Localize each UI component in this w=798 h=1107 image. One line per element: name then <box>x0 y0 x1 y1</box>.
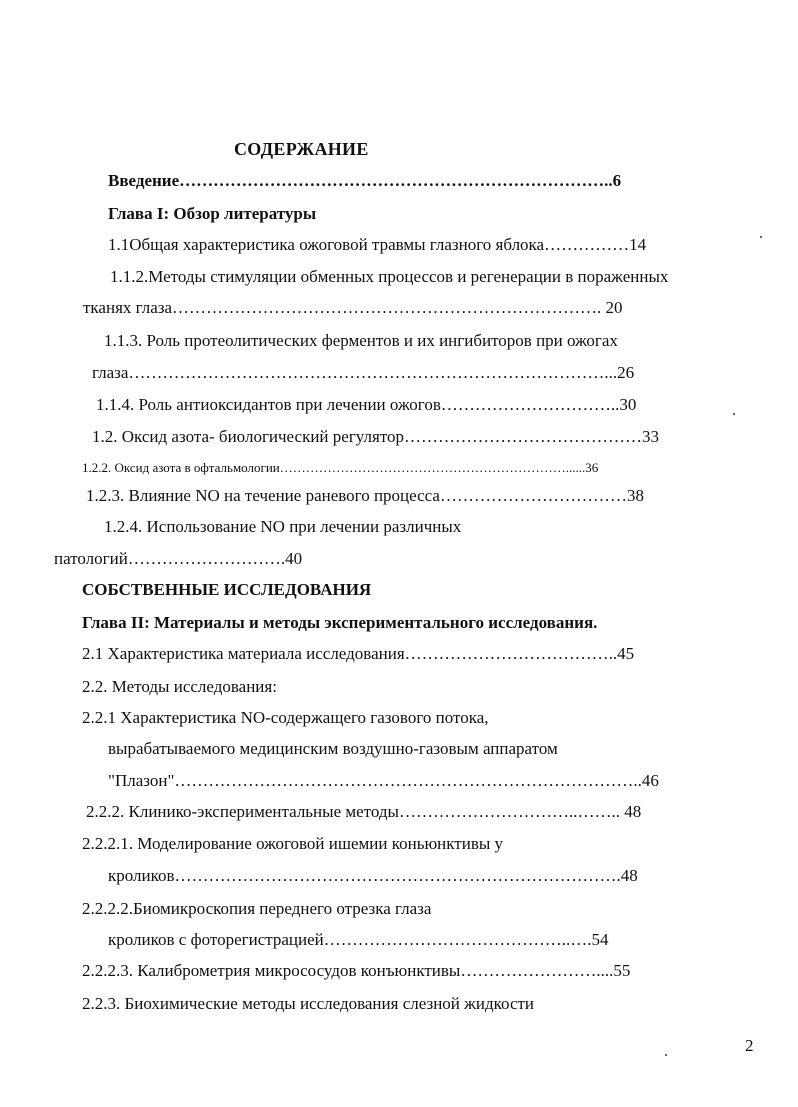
scan-speck <box>760 236 762 238</box>
toc-entry-1-2-4-cont: патологий……………………….40 <box>54 549 303 568</box>
toc-entry-1-1-3: 1.1.3. Роль протеолитических ферментов и их ингибиторов при ожогах <box>104 331 618 350</box>
toc-entry-1-1: 1.1Общая характеристика ожоговой травмы глазного яблока……………14 <box>108 235 647 254</box>
toc-entry-1-2-2: 1.2.2. Оксид азота в офтальмологии…………………………………………………………......36 <box>82 460 599 475</box>
scan-speck <box>665 1054 667 1056</box>
toc-entry-1-2: 1.2. Оксид азота- биологический регулятор……………………………………33 <box>92 427 660 446</box>
toc-entry-1-1-3-cont: глаза…………………………………………………………………………...26 <box>92 363 635 382</box>
toc-entry-2-2-1-cont: вырабатываемого медицинским воздушно-газовым аппаратом <box>108 739 558 758</box>
toc-entry-2-2-2: 2.2.2. Клинико-экспериментальные методы…………………………..…….. 48 <box>86 802 642 821</box>
toc-entry-2-1: 2.1 Характеристика материала исследования………………………………..45 <box>82 644 635 663</box>
toc-entry-1-1-2-cont: тканях глаза…………………………………………………………………. 20 <box>83 298 623 317</box>
toc-entry-2-2-1: 2.2.1 Характеристика NO-содержащего газового потока, <box>82 708 489 727</box>
section-heading-own-research: СОБСТВЕННЫЕ ИССЛЕДОВАНИЯ <box>82 580 372 599</box>
toc-entry-1-1-4: 1.1.4. Роль антиоксидантов при лечении ожогов…………………………..30 <box>96 395 637 414</box>
scan-speck <box>733 413 735 415</box>
toc-entry-2-2: 2.2. Методы исследования: <box>82 677 277 696</box>
toc-entry-introduction: Введение…………………………………………………………………..6 <box>108 171 622 190</box>
toc-entry-2-2-2-1-cont: кроликов…………………………………………………………………….48 <box>108 866 638 885</box>
toc-entry-2-2-3: 2.2.3. Биохимические методы исследования слезной жидкости <box>82 994 535 1013</box>
toc-entry-1-2-3: 1.2.3. Влияние NO на течение раневого процесса……………………………38 <box>86 486 644 505</box>
page-number: 2 <box>745 1036 754 1055</box>
toc-entry-1-1-2: 1.1.2.Методы стимуляции обменных процессов и регенерации в пораженных <box>110 267 669 286</box>
toc-entry-2-2-2-1: 2.2.2.1. Моделирование ожоговой ишемии коньюнктивы у <box>82 834 504 853</box>
toc-entry-chapter-2: Глава II: Материалы и методы экспериментального исследования. <box>82 613 598 632</box>
toc-entry-chapter-1: Глава I: Обзор литературы <box>108 204 317 223</box>
toc-entry-2-2-1-cont2: "Плазон"………………………………………………………………………..46 <box>108 771 659 790</box>
toc-entry-2-2-2-2-cont: кроликов с фоторегистрацией……………………………………..….54 <box>108 930 609 949</box>
document-title: СОДЕРЖАНИЕ <box>234 139 369 159</box>
toc-entry-1-2-4: 1.2.4. Использование NO при лечении различных <box>104 517 462 536</box>
toc-entry-2-2-2-2: 2.2.2.2.Биомикроскопия переднего отрезка глаза <box>82 899 432 918</box>
toc-entry-2-2-2-3: 2.2.2.3. Калиброметрия микрососудов конъюнктивы……………………....55 <box>82 961 631 980</box>
